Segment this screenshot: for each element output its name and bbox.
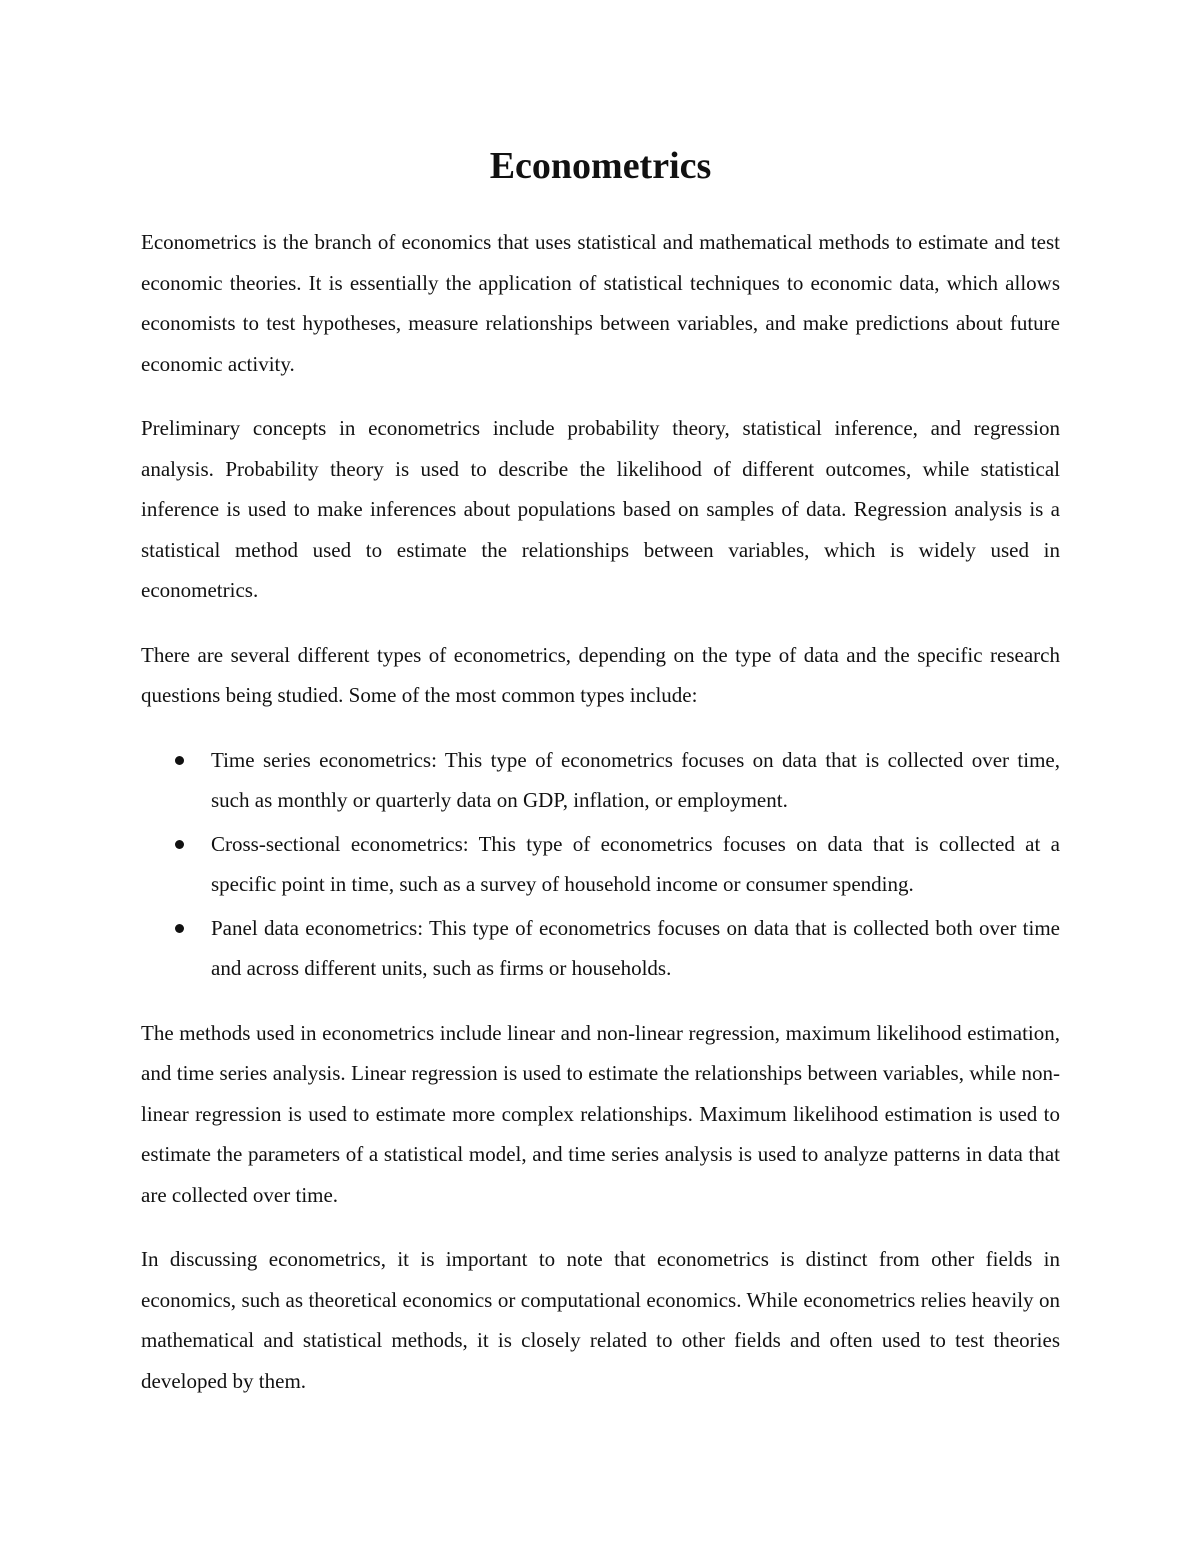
paragraph-types-intro: There are several different types of econometrics, depending on the type of data and the specific research questions being studied. Some of the most common types include: [141, 642, 1060, 707]
list-item [141, 908, 1060, 989]
document-page [141, 140, 1060, 1425]
list-item [141, 740, 1060, 821]
paragraph-distinction: In discussing econometrics, it is important to note that econometrics is distinct from other fields in economics, such as theoretical economics or computational economics. While econometrics relies heavily on mathematical and statistical methods, it is closely related to other fields and often used to test theories developed by them. [141, 1247, 1060, 1393]
list-item-text: Panel data econometrics: This type of econometrics focuses on data that is collected both over time and across different units, such as firms or households. [211, 915, 1060, 980]
paragraph-definition: Econometrics is the branch of economics that uses statistical and mathematical methods to estimate and test economic theories. It is essentially the application of statistical techniques to economic data, which allows economists to test hypotheses, measure relationships between variables, and make predictions about future economic activity. [141, 230, 1060, 376]
paragraph-preliminary-concepts: Preliminary concepts in econometrics include probability theory, statistical inference, and regression analysis. Probability theory is used to describe the likelihood of different outcomes, while statistical inference is used to make inferences about populations based on samples of data. Regression analysis is a statistical method used to estimate the relationships between variables, which is widely used in econometrics. [141, 416, 1060, 602]
bullet-icon [175, 840, 184, 849]
bullet-icon [175, 924, 184, 933]
types-bullet-list [141, 740, 1060, 989]
bullet-icon [175, 756, 184, 765]
paragraph-methods: The methods used in econometrics include linear and non-linear regression, maximum likelihood estimation, and time series analysis. Linear regression is used to estimate the relationships between variables, while non-linear regression is used to estimate more complex relationships. Maximum likelihood estimation is used to estimate the parameters of a statistical model, and time series analysis is used to analyze patterns in data that are collected over time. [141, 1020, 1060, 1207]
list-item-text: Cross-sectional econometrics: This type of econometrics focuses on data that is collected at a specific point in time, such as a survey of household income or consumer spending. [211, 831, 1060, 896]
list-item [141, 824, 1060, 905]
list-item-text: Time series econometrics: This type of econometrics focuses on data that is collected over time, such as monthly or quarterly data on GDP, inflation, or employment. [211, 747, 1060, 812]
document-title: Econometrics [489, 145, 712, 187]
